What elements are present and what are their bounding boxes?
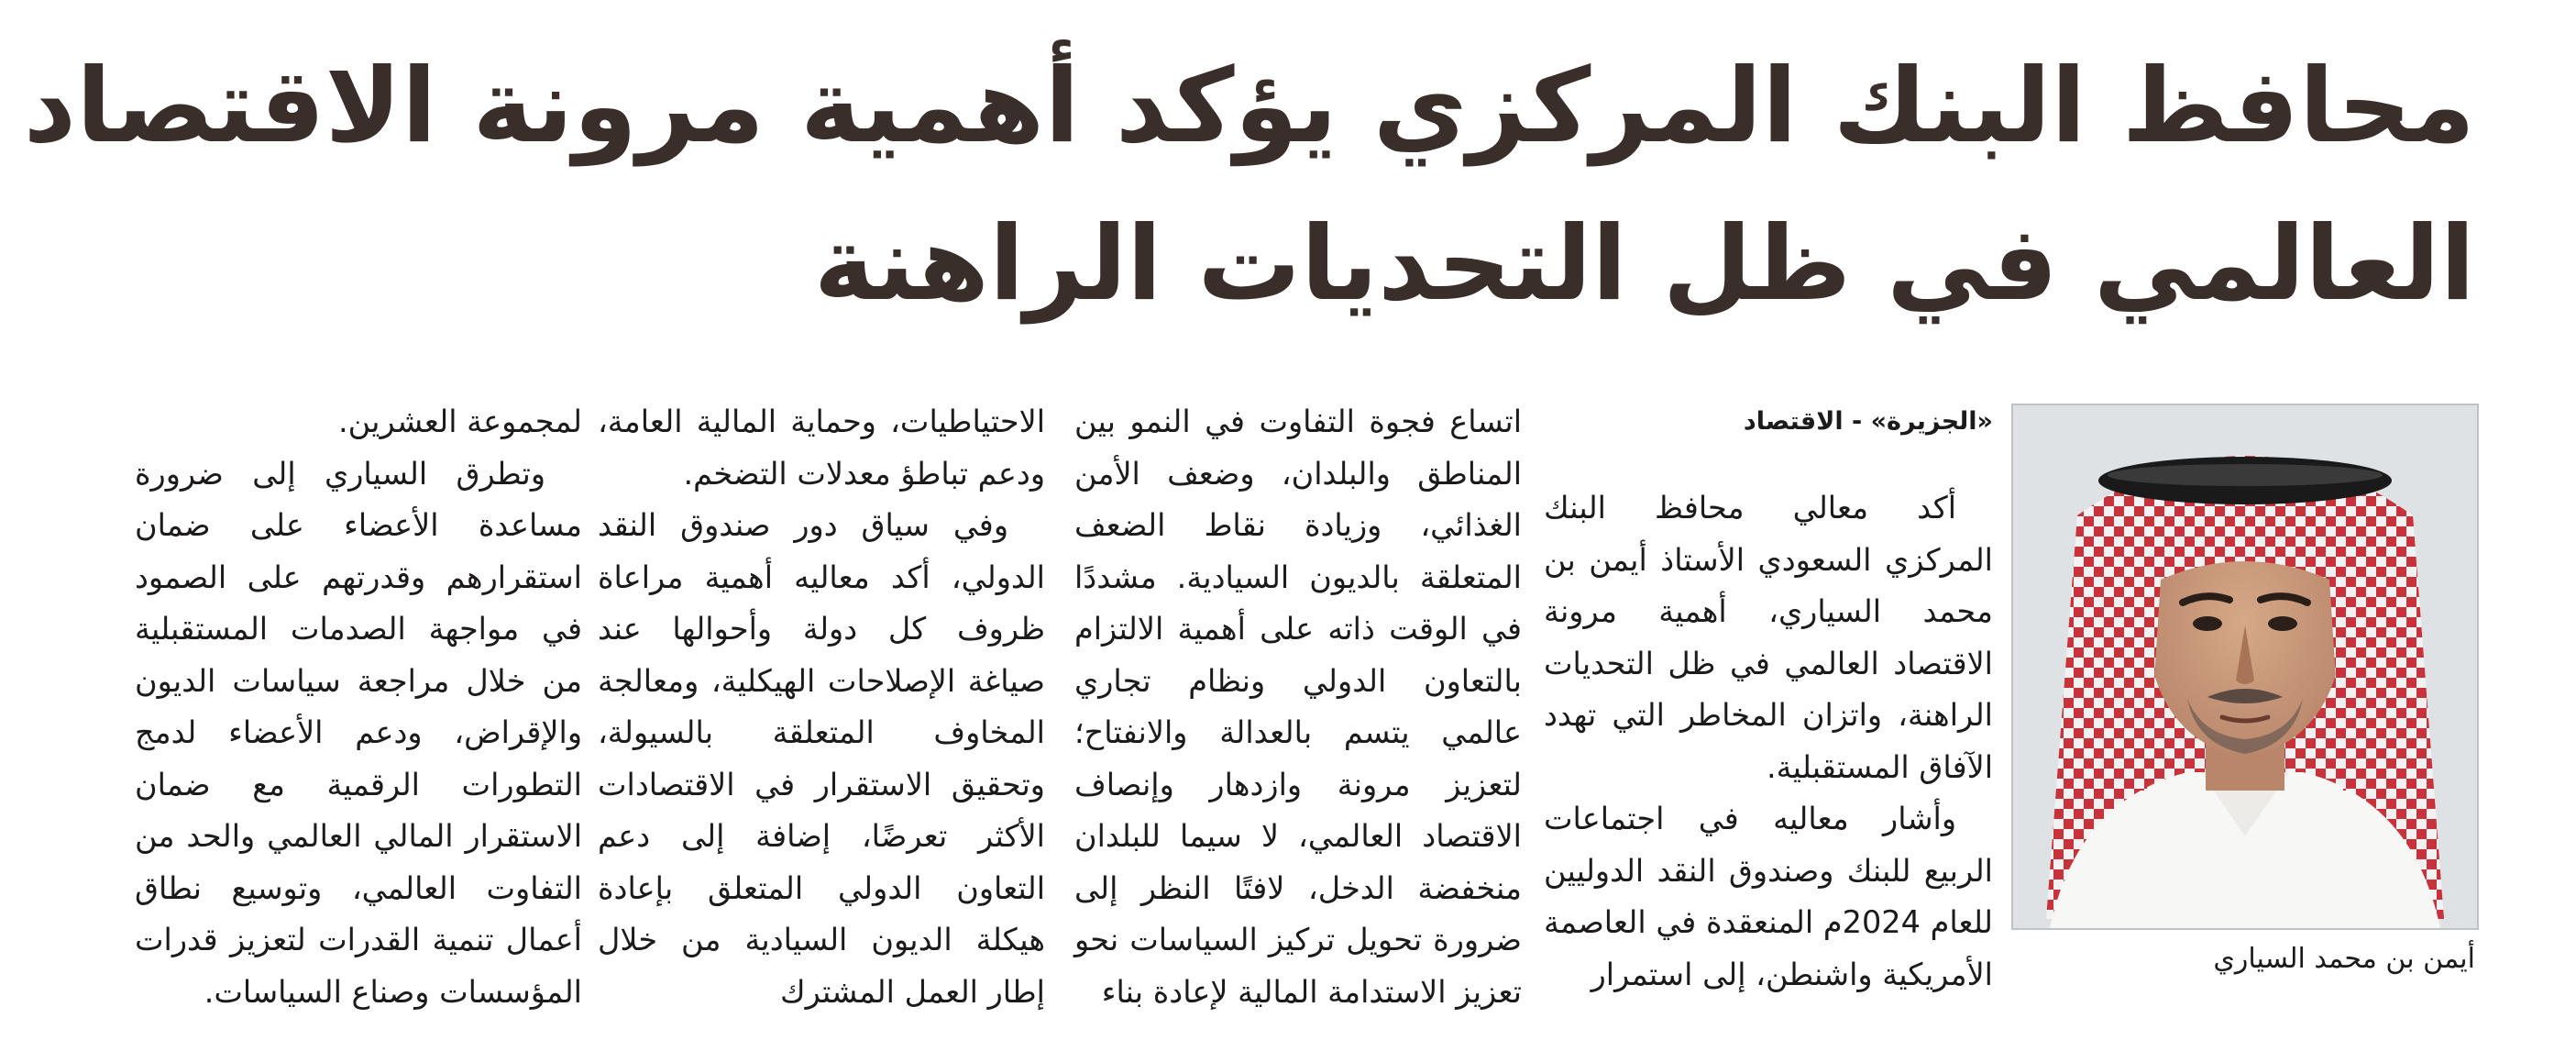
article-column-4 <box>135 396 582 1018</box>
headline-line-2: العالمي في ظل التحديات الراهنة <box>813 205 2475 324</box>
paragraph: لمجموعة العشرين. <box>338 404 582 439</box>
paragraph: أكد معالي محافظ البنك المركزي السعودي الأستاذ أيمن بن محمد السياري، أهمية مرونة الاقتصاد العالمي في ظل التحديات الراهنة، واتزان المخاطر التي تهدد الآفاق المستقبلية. <box>1544 490 1993 785</box>
byline: «الجزيرة» - الاقتصاد <box>1743 407 1993 436</box>
portrait-photo <box>2011 404 2479 930</box>
headline-line-1: محافظ البنك المركزي يؤكد أهمية مرونة الاقتصاد <box>23 47 2475 166</box>
paragraph: اتساع فجوة التفاوت في النمو بين المناطق والبلدان، وضعف الأمن الغذائي، وزيادة نقاط الضعف المتعلقة بالديون السيادية. مشددًا في الوقت ذاته على أهمية الالتزام بالتعاون الدولي ونظام تجاري عالمي يتسم بالعدالة والانفتاح؛ لتعزيز مرونة وازدهار وإنصاف الاقتصاد العالمي، لا سيما للبلدان منخفضة الدخل، لافتًا النظر إلى ضرورة تحويل تركيز السياسات نحو تعزيز الاستدامة المالية لإعادة بناء <box>1074 404 1522 1010</box>
paragraph: وأشار معاليه في اجتماعات الربيع للبنك وصندوق النقد الدوليين للعام 2024م المنعقدة في العاصمة الأمريكية واشنطن، إلى استمرار <box>1544 801 1994 992</box>
paragraph: وفي سياق دور صندوق النقد الدولي، أكد معاليه أهمية مراعاة ظروف كل دولة وأحوالها عند صياغة الإصلاحات الهيكلية، ومعالجة المخاوف المتعلقة بالسيولة، وتحقيق الاستقرار في الاقتصادات الأكثر تعرضًا، إضافة إلى دعم التعاون الدولي المتعلق بإعادة هيكلة الديون السيادية من خلال إطار العمل المشترك <box>598 507 1045 1010</box>
article-column-3 <box>598 396 1045 1018</box>
article-column-1 <box>1544 396 1993 1001</box>
article-column-2 <box>1074 396 1522 1018</box>
paragraph: وتطرق السياري إلى ضرورة مساعدة الأعضاء على ضمان استقرارهم وقدرتهم على الصمود في مواجهة الصدمات المستقبلية من خلال مراجعة سياسات الديون والإقراض، ودعم الأعضاء لدمج التطورات الرقمية مع ضمان الاستقرار المالي العالمي والحد من التفاوت العالمي، وتوسيع نطاق أعمال تنمية القدرات لتعزيز قدرات المؤسسات وصناع السياسات. <box>135 455 582 1010</box>
paragraph: الاحتياطيات، وحماية المالية العامة، ودعم تباطؤ معدلات التضخم. <box>598 404 1045 492</box>
article-headline <box>23 28 2475 343</box>
portrait-illustration <box>2013 405 2477 928</box>
photo-caption: أيمن بن محمد السياري <box>2213 943 2475 975</box>
